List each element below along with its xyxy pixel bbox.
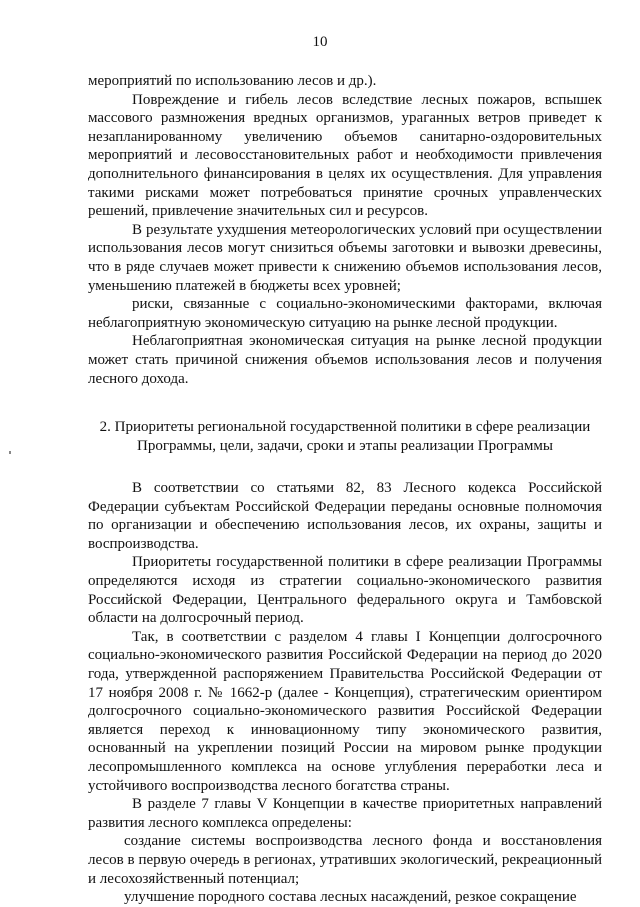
paragraph: Повреждение и гибель лесов вследствие лесных пожаров, вспышек массового размножения вредных организмов, ураганных ветров приведет к незапланированному увеличению объемов санитарно-оздоровительных мероприятий и лесовосстановительных работ и необходимости привлечения дополнительного финансирования в целях их осуществления. Для управления такими рисками может потребоваться принятие срочных управленческих решений, привлечение значительных сил и ресурсов.	[88, 91, 602, 220]
page-number: 10	[312, 34, 328, 50]
paragraph: риски, связанные с социально-экономическими факторами, включая неблагоприятную экономическую ситуацию на рынке лесной продукции.	[88, 296, 602, 331]
paragraph: В результате ухудшения метеорологических условий при осуществлении использования лесов могут снизиться объемы заготовки и вывозки древесины, что в ряде случаев может привести к снижению объемов использования лесов, уменьшению платежей в бюджеты всех уровней;	[88, 221, 602, 294]
paragraph: улучшение породного состава лесных насаждений, резкое сокращение	[124, 889, 577, 906]
section-heading	[88, 418, 602, 456]
paragraph: Неблагоприятная экономическая ситуация на рынке лесной продукции может стать причиной снижения объемов использования лесов и получения лесного дохода.	[88, 333, 602, 387]
paragraph: Приоритеты государственной политики в сфере реализации Программы определяются исходя из стратегии социально-экономического развития Российской Федерации, Центрального федерального округа и Тамбовской области на долгосрочный период.	[88, 554, 602, 627]
section-heading-line: Программы, цели, задачи, сроки и этапы реализации Программы	[136, 438, 553, 455]
paragraph: создание системы воспроизводства лесного фонда и восстановления лесов в первую очередь в регионах, утративших экологический, рекреационный и лесохозяйственный потенциал;	[88, 833, 602, 887]
section-heading-line: 2. Приоритеты региональной государственной политики в сфере реализации	[99, 419, 591, 436]
margin-mark	[9, 451, 11, 454]
paragraph: В разделе 7 главы V Концепции в качестве приоритетных направлений развития лесного комплекса определены:	[88, 796, 602, 831]
paragraph: В соответствии со статьями 82, 83 Лесного кодекса Российской Федерации субъектам Российской Федерации переданы основные полномочия по организации и обеспечению использования лесов, их охраны, защиты и воспроизводства.	[88, 480, 602, 552]
paragraph: Так, в соответствии с разделом 4 главы I Концепции долгосрочного социально-экономического развития Российской Федерации на период до 2020 года, утвержденной распоряжением Правительства Российской Федерации от 17 ноября 2008 г. № 1662-р (далее - Концепция), стратегическим ориентиром долгосрочного социально-экономического развития Российской Федерации является переход к инновационному типу экономического развития, основанный на укреплении позиций России на мировом рынке продукции лесопромышленного комплекса на основе углубления переработки леса и устойчивого воспроизводства лесного богатства страны.	[88, 628, 602, 794]
document-body	[88, 72, 602, 907]
paragraph: мероприятий по использованию лесов и др.).	[88, 73, 377, 89]
